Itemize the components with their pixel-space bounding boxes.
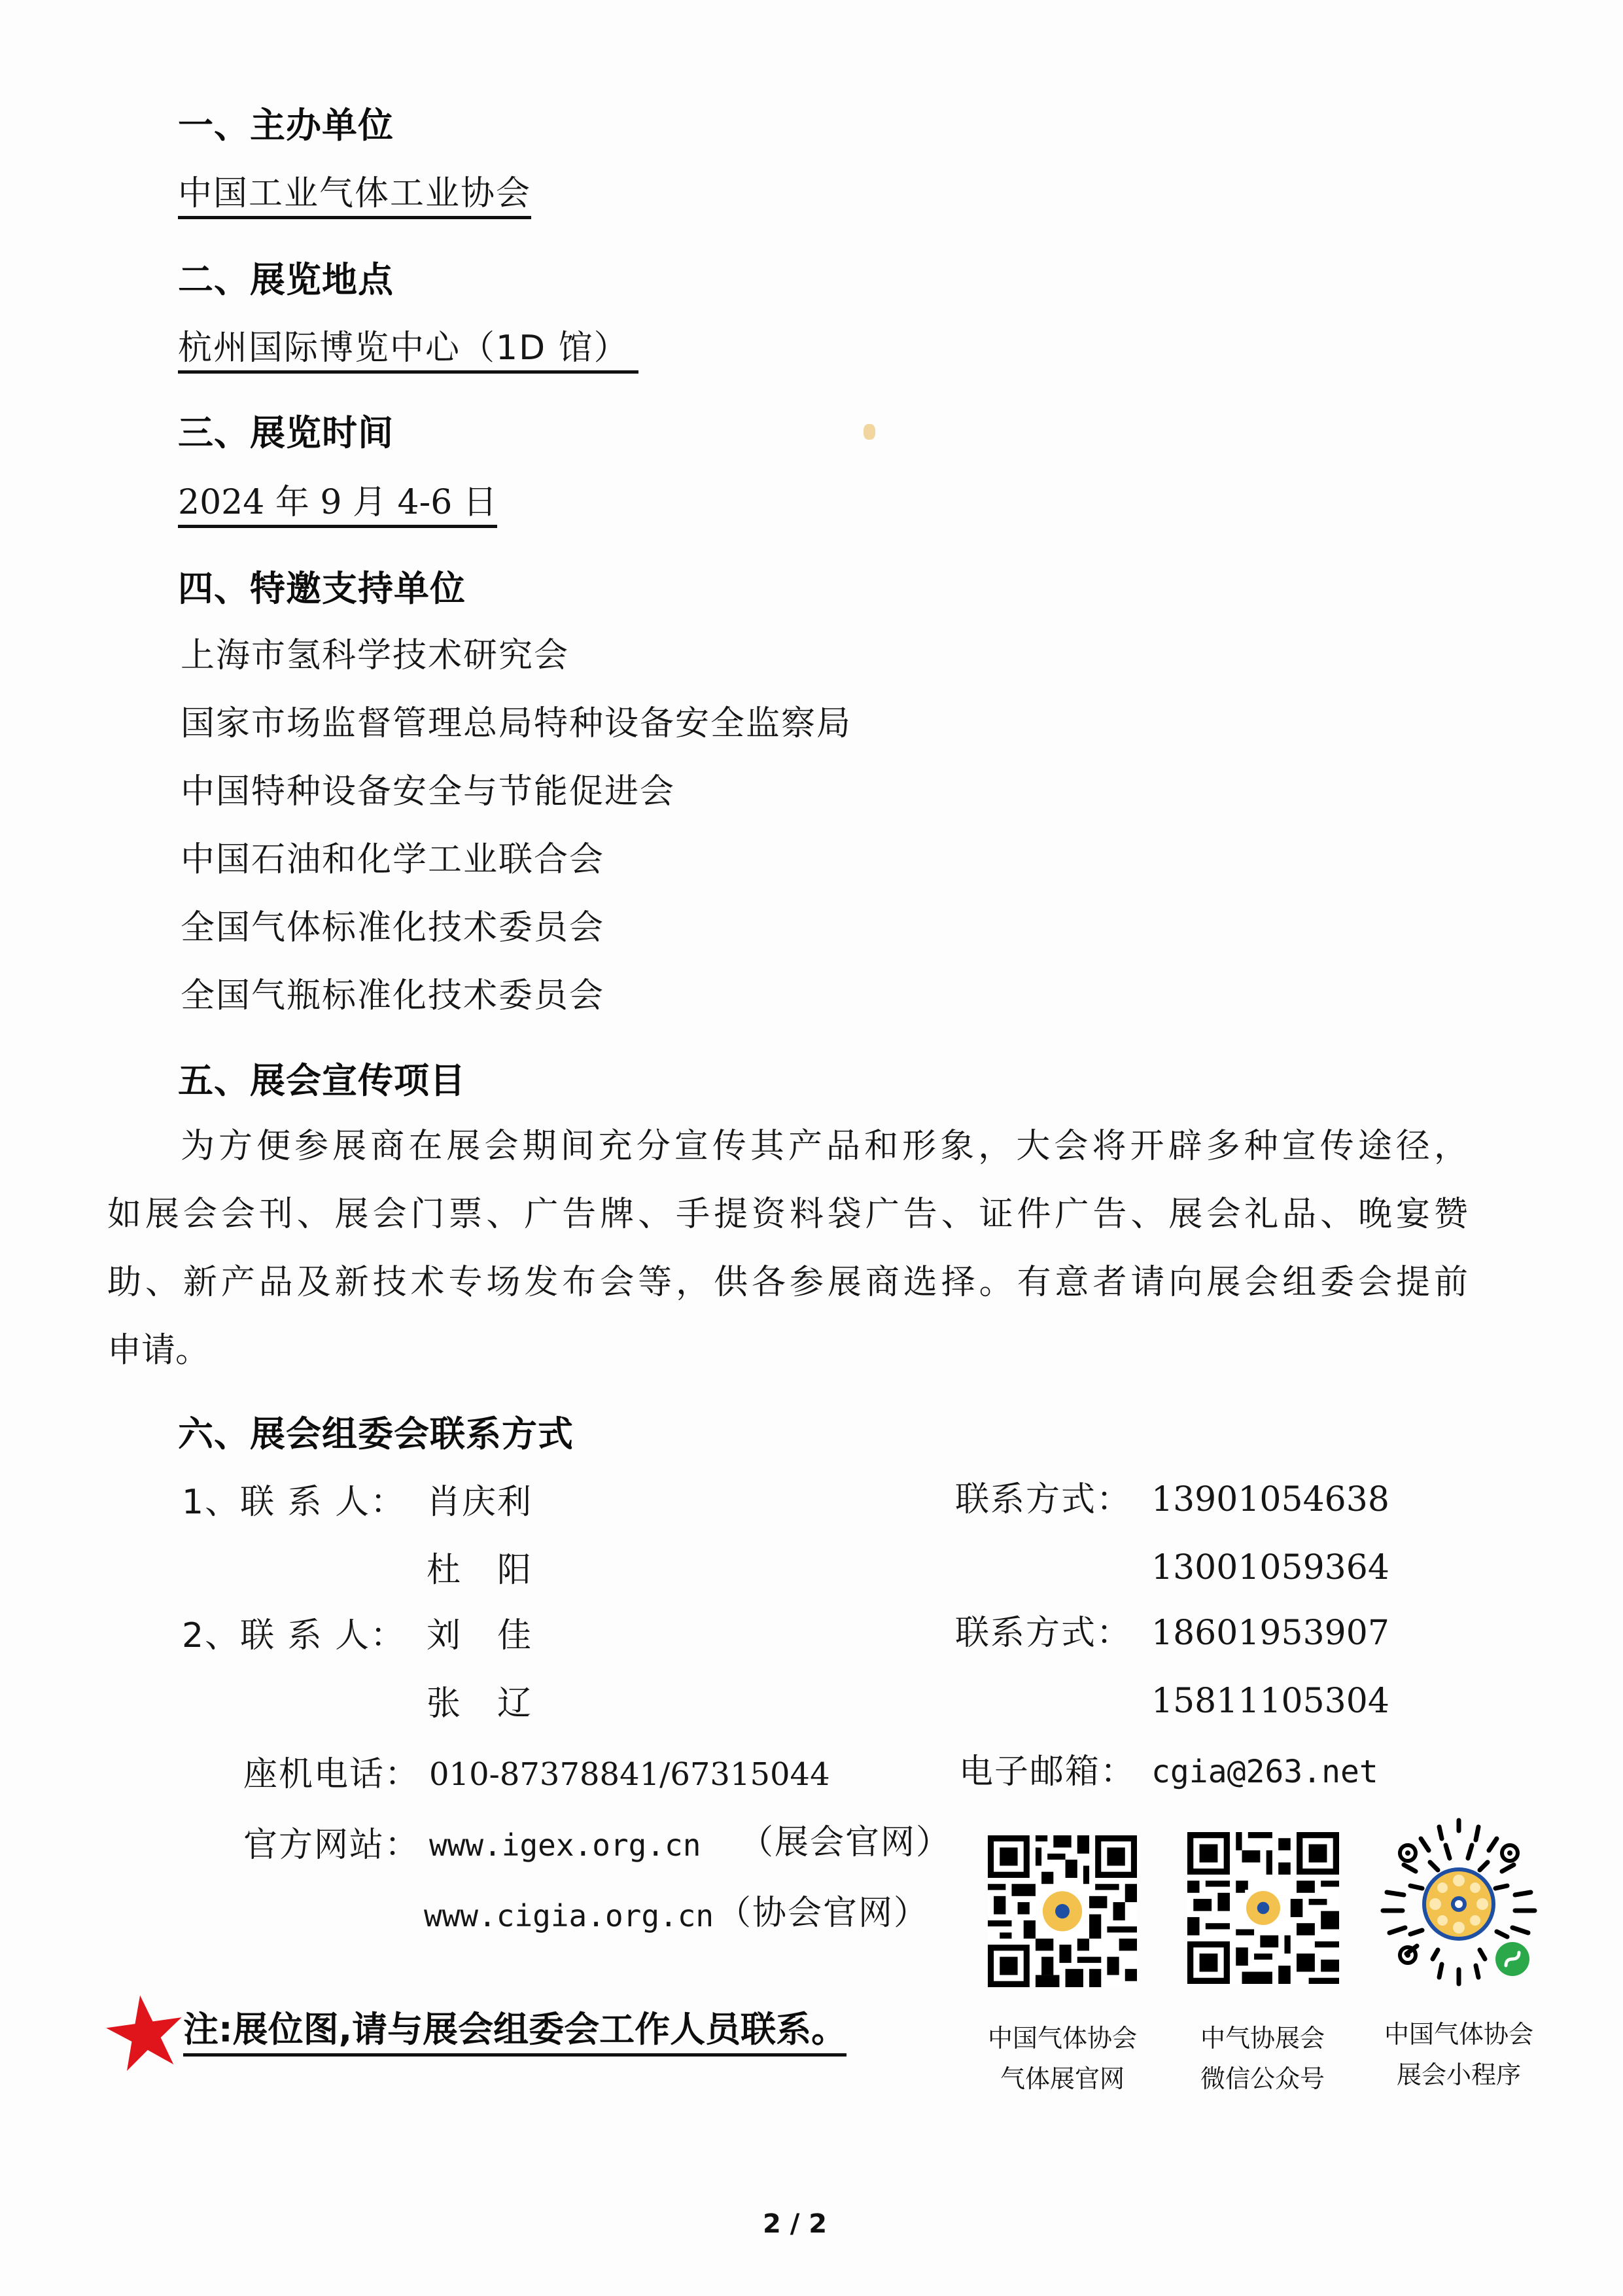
paper-stain bbox=[864, 424, 875, 440]
website-note-expo: （展会官网） bbox=[739, 1823, 952, 1862]
booth-map-note: 注:展位图,请与展会组委会工作人员联系。 bbox=[183, 2009, 846, 2057]
contact-phone[interactable]: 13901054638 bbox=[1151, 1480, 1389, 1519]
supporters-heading: 四、特邀支持单位 bbox=[178, 568, 466, 609]
venue-heading: 二、展览地点 bbox=[178, 259, 394, 300]
qr-caption-line: 展会小程序 bbox=[1396, 2060, 1521, 2089]
contact-phone[interactable]: 15811105304 bbox=[1151, 1682, 1389, 1721]
date-heading: 三、展览时间 bbox=[178, 412, 394, 453]
supporter-item: 全国气体标准化技术委员会 bbox=[181, 908, 605, 947]
venue-value: 杭州国际博览中心（1D 馆） bbox=[178, 327, 638, 374]
qr-caption-line: 中气协展会 bbox=[1200, 2024, 1325, 2053]
qr-code-icon bbox=[988, 1835, 1137, 1987]
contact-name: 张 辽 bbox=[427, 1684, 533, 1723]
supporter-item: 全国气瓶标准化技术委员会 bbox=[181, 976, 605, 1016]
qr-code-icon bbox=[1187, 1832, 1339, 1984]
promotion-line: 如展会会刊、展会门票、广告牌、手提资料袋广告、证件广告、展会礼品、晚宴赞 bbox=[107, 1195, 1468, 1234]
contact-phone-label: 联系方式： bbox=[955, 1480, 1132, 1519]
promotion-heading: 五、展会宣传项目 bbox=[178, 1060, 466, 1101]
contact-phone[interactable]: 18601953907 bbox=[1151, 1614, 1389, 1653]
qr-caption-line: 中国气体协会 bbox=[1384, 2020, 1533, 2049]
qr-caption-expo-site bbox=[964, 2018, 1161, 2099]
website-label: 官方网站： bbox=[243, 1826, 421, 1865]
date-value: 2024 年 9 月 4-6 日 bbox=[178, 482, 497, 528]
promotion-line: 助、新产品及新技术专场发布会等，供各参展商选择。有意者请向展会组委会提前 bbox=[107, 1263, 1468, 1302]
supporter-item: 中国特种设备安全与节能促进会 bbox=[181, 772, 676, 811]
email-label: 电子邮箱： bbox=[959, 1752, 1136, 1792]
red-star-icon bbox=[105, 1992, 186, 2073]
promotion-paragraph bbox=[107, 1112, 1468, 1385]
contact-group-2-label: 2、联 系 人： bbox=[182, 1616, 406, 1655]
supporter-item: 国家市场监督管理总局特种设备安全监察局 bbox=[181, 704, 852, 743]
email-link[interactable]: cgia@263.net bbox=[1151, 1754, 1378, 1790]
website-link-expo[interactable]: www.igex.org.cn bbox=[429, 1828, 701, 1863]
page-number: 2 / 2 bbox=[763, 2209, 828, 2239]
contact-phone[interactable]: 13001059364 bbox=[1151, 1548, 1389, 1587]
contact-name: 刘 佳 bbox=[427, 1616, 533, 1655]
organizer-value: 中国工业气体工业协会 bbox=[178, 173, 531, 219]
qr-caption-mini-program bbox=[1361, 2014, 1557, 2095]
promotion-line: 申请。 bbox=[107, 1331, 210, 1370]
landline-label: 座机电话： bbox=[243, 1755, 421, 1794]
contact-heading: 六、展会组委会联系方式 bbox=[178, 1413, 574, 1455]
contact-group-1-label: 1、联 系 人： bbox=[182, 1483, 406, 1522]
supporter-item: 中国石油和化学工业联合会 bbox=[181, 840, 605, 879]
qr-caption-wechat bbox=[1164, 2018, 1361, 2099]
contact-name: 杜 阳 bbox=[427, 1551, 533, 1590]
mini-program-code-icon bbox=[1367, 1812, 1550, 1996]
website-note-association: （协会官网） bbox=[717, 1894, 930, 1933]
supporter-item: 上海市氢科学技术研究会 bbox=[181, 636, 570, 675]
qr-caption-line: 气体展官网 bbox=[1000, 2064, 1125, 2093]
contact-phone-label: 联系方式： bbox=[955, 1614, 1132, 1653]
contact-name: 肖庆利 bbox=[427, 1483, 533, 1522]
organizer-heading: 一、主办单位 bbox=[178, 105, 394, 146]
qr-caption-line: 微信公众号 bbox=[1200, 2064, 1325, 2093]
qr-caption-line: 中国气体协会 bbox=[987, 2024, 1137, 2053]
landline-value[interactable]: 010-87378841/67315044 bbox=[429, 1756, 830, 1793]
promotion-line: 为方便参展商在展会期间充分宣传其产品和形象，大会将开辟多种宣传途径， bbox=[181, 1127, 1468, 1166]
website-link-association[interactable]: www.cigia.org.cn bbox=[424, 1898, 714, 1934]
